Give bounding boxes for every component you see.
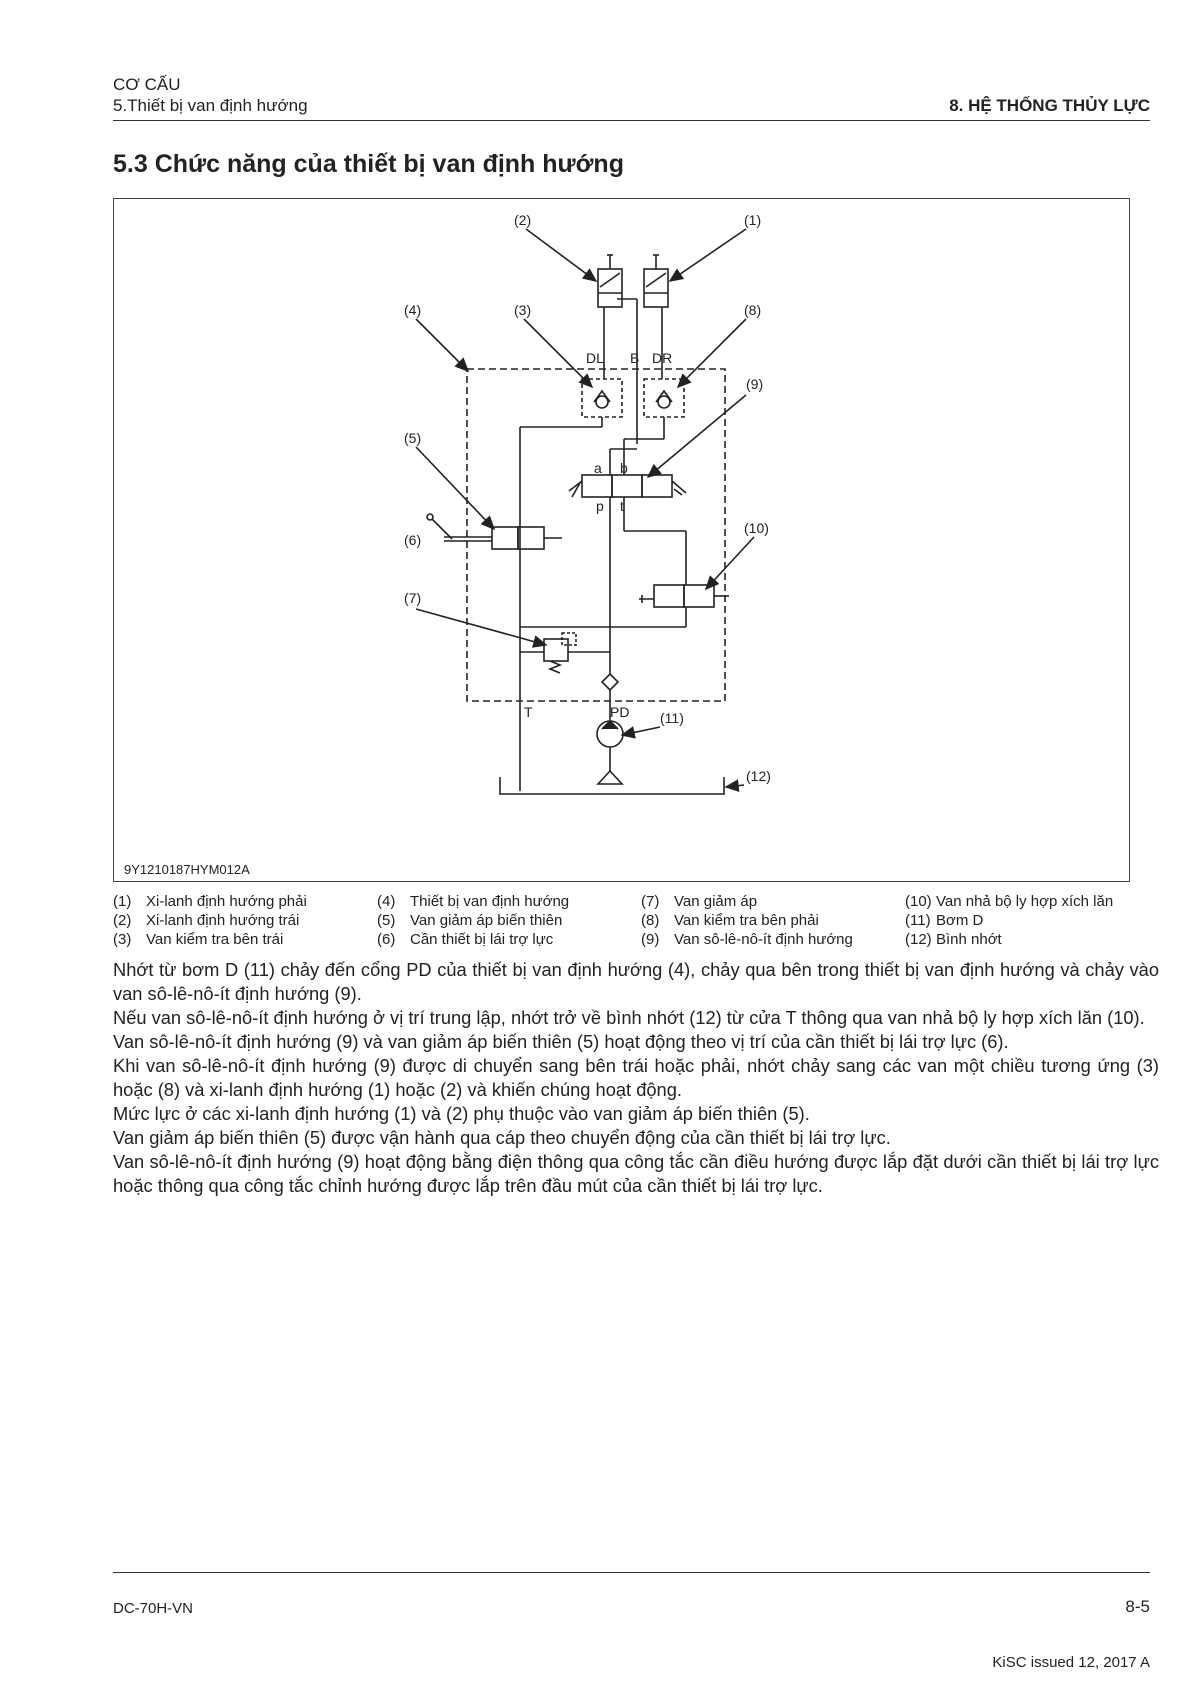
paragraph: Mức lực ở các xi-lanh định hướng (1) và (2) phụ thuộc vào van giảm áp biến thiên (5). (113, 1103, 810, 1124)
legend-item: (4) Thiết bị van định hướng (377, 893, 570, 910)
relief-valve-symbol (544, 633, 576, 673)
paragraph: Van sô-lê-nô-ít định hướng (9) hoạt động bằng điện thông qua công tắc cần điều hướng được lắp đặt dưới cần thiết bị lái trợ lực hoặc thông qua công tắc chỉnh hướng được lắp trên đầu mút của cần thiết bị lái trợ lực. (113, 1151, 1159, 1196)
figure-legend (113, 892, 1163, 949)
strainer-symbol (598, 771, 622, 784)
port-t: t (620, 498, 624, 514)
port-a: a (594, 460, 602, 476)
legend-item: (7) Van giảm áp (641, 893, 758, 910)
tank-symbol (500, 777, 724, 794)
steering-lever-symbol (427, 514, 433, 520)
legend-item: (6) Cần thiết bị lái trợ lực (377, 931, 554, 948)
figure-code: 9Y1210187HYM012A (124, 862, 250, 877)
footer-doc-code: DC-70H-VN (113, 1600, 194, 1617)
paragraph: Van sô-lê-nô-ít định hướng (9) và van giảm áp biến thiên (5) hoạt động theo vị trí của cần thiết bị lái trợ lực (6). (113, 1031, 1009, 1052)
port-p: p (596, 498, 604, 514)
legend-item: (8) Van kiểm tra bên phải (641, 912, 819, 929)
paragraph: Van giảm áp biến thiên (5) được vận hành qua cáp theo chuyển động của cần thiết bị lái trợ lực. (113, 1127, 891, 1148)
callout-12: (12) (746, 768, 771, 784)
legend-item: (1) Xi-lanh định hướng phải (113, 893, 307, 910)
callout-3: (3) (514, 302, 532, 318)
port-dl: DL (586, 350, 604, 366)
callout-4: (4) (404, 302, 422, 318)
callout-8: (8) (744, 302, 762, 318)
callout-2: (2) (514, 212, 532, 228)
callout-6: (6) (404, 532, 422, 548)
port-dr: DR (652, 350, 673, 366)
header-chapter: CƠ CẤU (113, 75, 181, 94)
legend-item: (12) Bình nhớt (905, 931, 1002, 948)
port-pd: PD (610, 704, 630, 720)
callout-11: (11) (660, 710, 684, 726)
legend-item: (5) Van giảm áp biến thiên (377, 912, 563, 929)
callout-1: (1) (744, 212, 762, 228)
port-T: T (524, 704, 533, 720)
legend-item: (9) Van sô-lê-nô-ít định hướng (641, 931, 853, 948)
legend-item: (10) Van nhả bộ ly hợp xích lăn (905, 893, 1114, 910)
body-text (113, 958, 1159, 1198)
page-number: 8-5 (1125, 1597, 1150, 1616)
header-subsection: 5.Thiết bị van định hướng (113, 96, 308, 115)
legend-item: (2) Xi-lanh định hướng trái (113, 912, 300, 929)
paragraph: Nhớt từ bơm D (11) chảy đến cổng PD của thiết bị van định hướng (4), chảy qua bên trong thiết bị van định hướng và chảy vào van sô-lê-nô-ít định hướng (9). (113, 959, 1159, 1004)
paragraph: Khi van sô-lê-nô-ít định hướng (9) được di chuyển sang bên trái hoặc phải, nhớt chảy sang các van một chiều tương ứng (3) hoặc (8) và xi-lanh định hướng (1) hoặc (2) và khiến chúng hoạt động. (113, 1055, 1159, 1100)
callout-9: (9) (746, 376, 764, 392)
header-divider (113, 120, 1150, 121)
variable-relief-valve-symbol (492, 527, 562, 549)
right-check-valve-symbol (644, 379, 684, 417)
hydraulic-diagram-figure (113, 198, 1130, 882)
paragraph: Nếu van sô-lê-nô-ít định hướng ở vị trí trung lập, nhớt trở về bình nhớt (12) từ cửa T thông qua van nhả bộ ly hợp xích lăn (10). (113, 1007, 1145, 1028)
solenoid-valve-symbol (569, 475, 686, 497)
header-left (113, 74, 308, 116)
clutch-release-valve-symbol (639, 585, 729, 607)
callout-5: (5) (404, 430, 422, 446)
callout-10: (10) (744, 520, 769, 536)
filter-symbol (602, 674, 618, 690)
issue-note: KiSC issued 12, 2017 A (992, 1654, 1150, 1671)
right-cylinder-symbol (644, 255, 668, 307)
footer-divider (113, 1572, 1150, 1573)
callout-7: (7) (404, 590, 422, 606)
hydraulic-circuit-diagram (114, 199, 1129, 881)
port-b: B (630, 350, 640, 366)
header-section-title: 8. HỆ THỐNG THỦY LỰC (949, 96, 1150, 115)
legend-item: (11) Bơm D (905, 912, 984, 929)
port-b-solenoid: b (620, 460, 628, 476)
page-title: 5.3 Chức năng của thiết bị van định hướng (113, 150, 624, 178)
legend-item: (3) Van kiểm tra bên trái (113, 931, 284, 948)
left-check-valve-symbol (582, 379, 622, 417)
